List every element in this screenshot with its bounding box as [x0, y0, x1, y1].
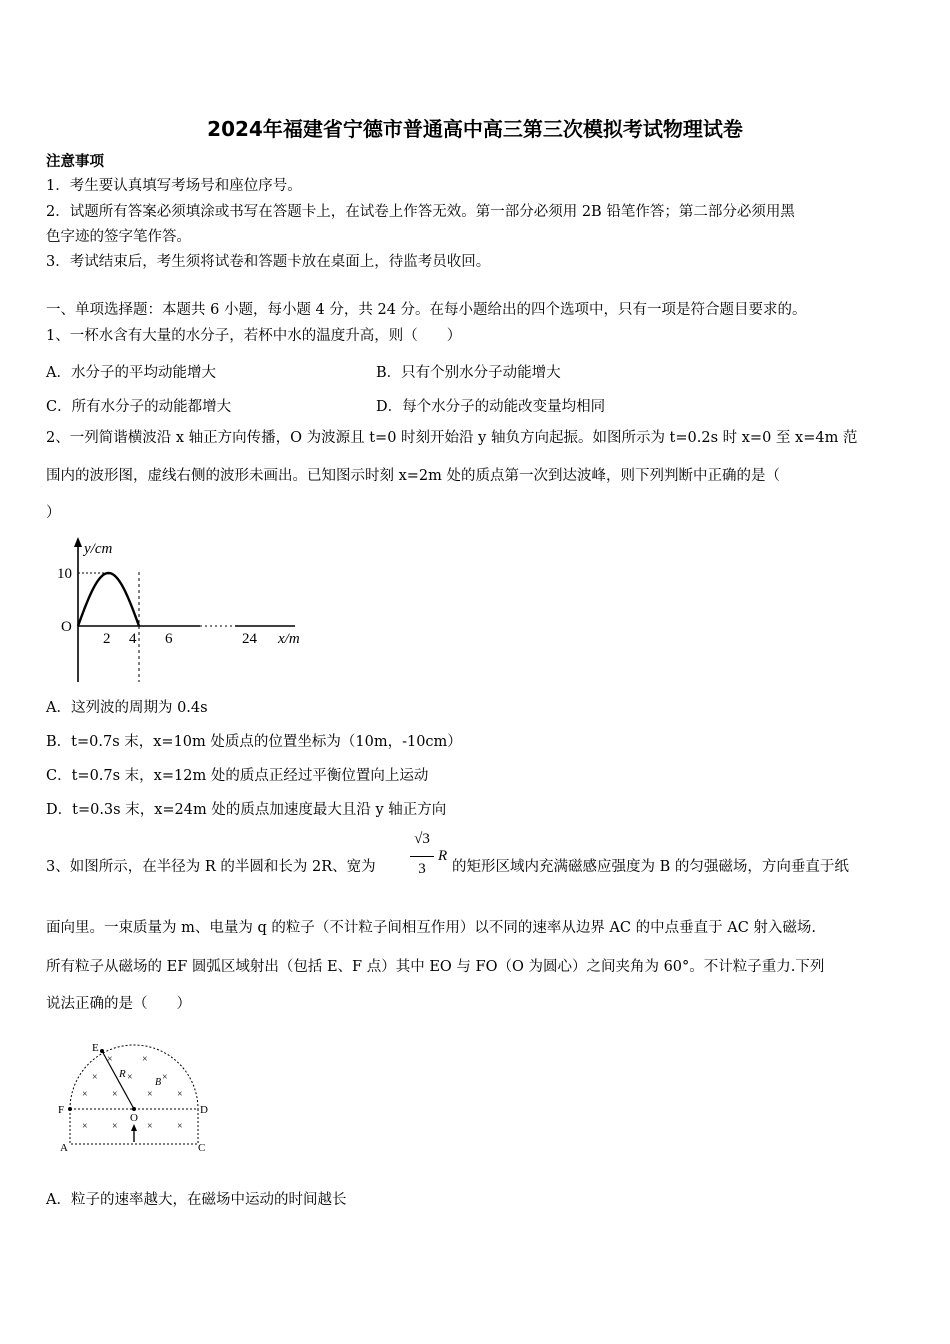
q2-option-c: C．t=0.7s 末，x=12m 处的质点正经过平衡位置向上运动 [46, 768, 429, 784]
page-title: 2024年福建省宁德市普通高中高三第三次模拟考试物理试卷 [207, 117, 743, 141]
point-e [100, 1049, 104, 1053]
field-cross: × [142, 1054, 148, 1065]
magnetic-field-figure [52, 1035, 222, 1155]
label-r: R [119, 1068, 126, 1080]
q2-option-d: D．t=0.3s 末，x=24m 处的质点加速度最大且沿 y 轴正方向 [46, 802, 447, 818]
q1-option-c: C．所有水分子的动能都增大 [46, 399, 232, 415]
q3-stem-line1b: 的矩形区域内充满磁感应强度为 B 的匀强磁场，方向垂直于纸 [452, 859, 849, 875]
wave-graph [45, 534, 325, 684]
q3-stem-line4: 说法正确的是（ ） [46, 996, 191, 1012]
field-cross: × [147, 1089, 153, 1100]
q1-option-b: B．只有个别水分子动能增大 [376, 365, 561, 381]
label-b: B [155, 1077, 162, 1088]
y-tick-10: 10 [57, 566, 72, 582]
notice-item-2: 2．试题所有答案必须填涂或书写在答题卡上，在试卷上作答无效。第一部分必须用 2B 铅笔作答；第二部分必须用黑 [46, 204, 795, 220]
q1-option-d: D．每个水分子的动能改变量均相同 [376, 399, 606, 415]
y-axis-label: y/cm [84, 541, 113, 557]
q2-option-a: A．这列波的周期为 0.4s [46, 700, 208, 716]
field-cross: × [92, 1072, 98, 1083]
label-c: C [198, 1142, 206, 1154]
q2-stem-line3: ） [46, 505, 61, 521]
point-f [68, 1107, 72, 1111]
origin-label: O [61, 619, 72, 635]
point-o [132, 1107, 136, 1111]
x-axis-label: x/m [278, 631, 300, 647]
label-a: A [60, 1142, 68, 1154]
q1-option-a: A．水分子的平均动能增大 [46, 365, 216, 381]
fraction-bar [410, 856, 434, 857]
notice-item-1: 1．考生要认真填写考场号和座位序号。 [46, 178, 302, 194]
x-tick-6: 6 [165, 631, 173, 647]
q3-option-a: A．粒子的速率越大，在磁场中运动的时间越长 [46, 1192, 347, 1208]
notice-item-2-cont: 色字迹的签字笔作答。 [46, 229, 191, 245]
field-cross: × [127, 1072, 133, 1083]
field-cross: × [107, 1054, 113, 1065]
field-cross: × [82, 1089, 88, 1100]
q2-stem-line1: 2、一列简谐横波沿 x 轴正方向传播，O 为波源且 t=0 时刻开始沿 y 轴负方向起振。如图所示为 t=0.2s 时 x=0 至 x=4m 范 [46, 430, 858, 446]
q3-stem-line3: 所有粒子从磁场的 EF 圆弧区域射出（包括 E、F 点）其中 EO 与 FO（O 为圆心）之间夹角为 60°。不计粒子重力.下列 [46, 959, 825, 975]
field-cross: × [162, 1072, 168, 1083]
x-tick-2: 2 [103, 631, 111, 647]
q3-stem-line2: 面向里。一束质量为 m、电量为 q 的粒子（不计粒子间相互作用）以不同的速率从边界 AC 的中点垂直于 AC 射入磁场. [46, 920, 817, 936]
notice-item-3: 3．考试结束后，考生须将试卷和答题卡放在桌面上，待监考员收回。 [46, 254, 491, 270]
label-e: E [92, 1042, 99, 1054]
fraction-numerator: √3 [414, 831, 430, 847]
field-cross: × [147, 1121, 153, 1132]
y-axis-arrow [74, 537, 82, 547]
label-o: O [130, 1112, 138, 1124]
fraction-denominator: 3 [418, 861, 426, 877]
q3-stem-line1a: 3、如图所示，在半径为 R 的半圆和长为 2R、宽为 [46, 859, 376, 875]
q1-stem: 1、一杯水含有大量的水分子，若杯中水的温度升高，则（ ） [46, 328, 462, 344]
x-tick-4: 4 [129, 631, 137, 647]
label-d: D [200, 1104, 208, 1116]
q2-option-b: B．t=0.7s 末，x=10m 处质点的位置坐标为（10m，-10cm） [46, 734, 462, 750]
particle-entry-arrowhead [131, 1124, 137, 1131]
wave-curve [78, 573, 139, 626]
section-heading: 一、单项选择题：本题共 6 小题，每小题 4 分，共 24 分。在每小题给出的四个选项中，只有一项是符合题目要求的。 [46, 302, 807, 318]
x-tick-24: 24 [242, 631, 257, 647]
field-cross: × [177, 1121, 183, 1132]
fraction-r: R [438, 848, 448, 864]
field-cross: × [82, 1121, 88, 1132]
field-cross: × [112, 1089, 118, 1100]
notice-heading: 注意事项 [46, 153, 104, 170]
field-cross: × [177, 1089, 183, 1100]
label-f: F [58, 1104, 65, 1116]
field-cross: × [112, 1121, 118, 1132]
q2-stem-line2: 围内的波形图，虚线右侧的波形未画出。已知图示时刻 x=2m 处的质点第一次到达波峰，则下列判断中正确的是（ [46, 468, 781, 484]
